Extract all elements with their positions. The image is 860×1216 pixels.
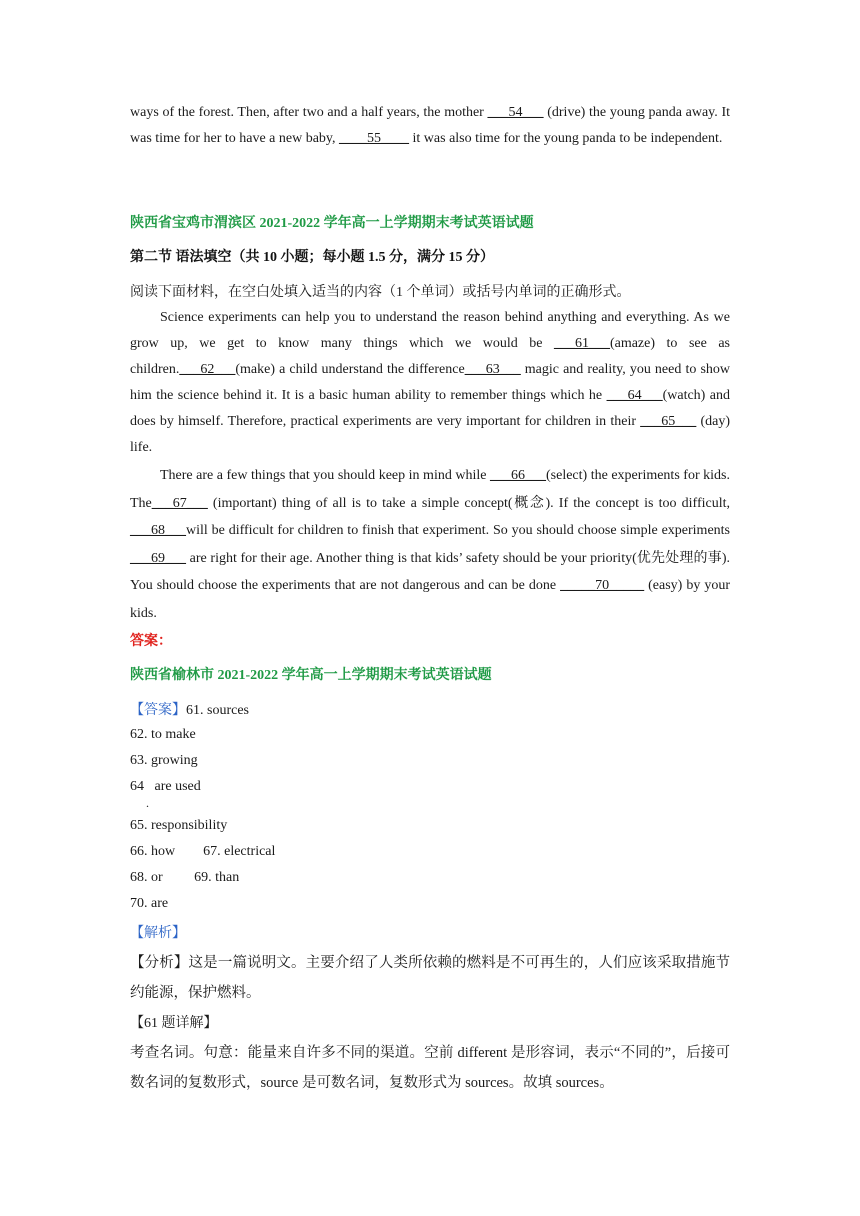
blank-65: ___65___: [640, 414, 697, 429]
passage-paragraph-2: Science experiments can help you to understand the reason behind anything and everything. As we grow up, we get to know many things which we would be ___61___(amaze) to see as children.___62___(make) a child understand the difference___63___ magic and reality, you need to show him the science behind it. It is a basic human ability to remember things which he ___64___(watch) and does by himself. Therefore, practical experiments are very important for children in their ___65___ (day) life.: [130, 310, 731, 455]
answer-66-67: 66. how 67. electrical: [130, 844, 276, 859]
blank-54: ___54___: [487, 105, 544, 120]
blank-66: ___66___: [490, 468, 546, 483]
q61-detail-tag: 【61 题详解】: [130, 1016, 218, 1031]
answer-63: 63. growing: [130, 753, 198, 768]
blank-70: _____70_____: [560, 578, 645, 593]
answer-62: 62. to make: [130, 727, 196, 742]
blank-68: ___68___: [130, 523, 186, 538]
answer-64: 64 are used: [130, 779, 201, 794]
blank-67: ___67___: [151, 495, 208, 511]
exam-heading-baoji: 陕西省宝鸡市渭滨区 2021-2022 学年高一上学期期末考试英语试题: [130, 216, 534, 231]
analysis-text: 【分析】这是一篇说明文。主要介绍了人类所依赖的燃料是不可再生的，人们应该采取措施节约能源，保护燃料。: [130, 955, 730, 1001]
answer-64-dot: .: [146, 796, 149, 810]
analysis-tag: 【解析】: [130, 926, 186, 941]
blank-69: ___69___: [130, 550, 186, 566]
answer-68-69: 68. or 69. than: [130, 870, 240, 885]
answer-61: 【答案】61. sources: [130, 703, 249, 718]
passage-paragraph-1: ways of the forest. Then, after two and a half years, the mother ___54___ (drive) the young panda away. It was time for her to have a new baby, ____55____ it was also time for the young panda to be independent.: [130, 105, 730, 146]
answer-65: 65. responsibility: [130, 818, 228, 833]
instruction-text: 阅读下面材料，在空白处填入适当的内容（1 个单词）或括号内单词的正确形式。: [130, 285, 631, 300]
q61-detail-text: 考查名词。句意：能量来自许多不同的渠道。空前 different 是形容词，表示“不同的”，后接可数名词的复数形式，source 是可数名词，复数形式为 sources。故填 sources。: [130, 1045, 730, 1091]
answer-tag: 【答案】: [130, 703, 186, 718]
blank-63: ___63___: [464, 362, 521, 377]
blank-61: ___61___: [553, 336, 610, 351]
exam-heading-yulin: 陕西省榆林市 2021-2022 学年高一上学期期末考试英语试题: [130, 668, 492, 683]
blank-62: ___62___: [179, 362, 236, 377]
passage-paragraph-3: There are a few things that you should keep in mind while ___66___(select) the experiments for kids. The___67___ (important) thing of all is to take a simple concept(概念). If the concept is too difficult, ___68___will be difficult for children to finish that experiment. So you should choose simple experiments ___69___ are right for their age. Another thing is that kids’ safety should be your priority(优先处理的事). You should choose the experiments that are not dangerous and can be done _____70_____ (easy) by your kids.: [130, 468, 730, 621]
answer-label: 答案：: [130, 634, 172, 649]
blank-55: ____55____: [339, 131, 410, 146]
blank-64: ___64___: [606, 388, 663, 403]
answer-70: 70. are: [130, 896, 169, 911]
section-heading: 第二节 语法填空（共 10 小题；每小题 1.5 分，满分 15 分）: [130, 250, 494, 265]
